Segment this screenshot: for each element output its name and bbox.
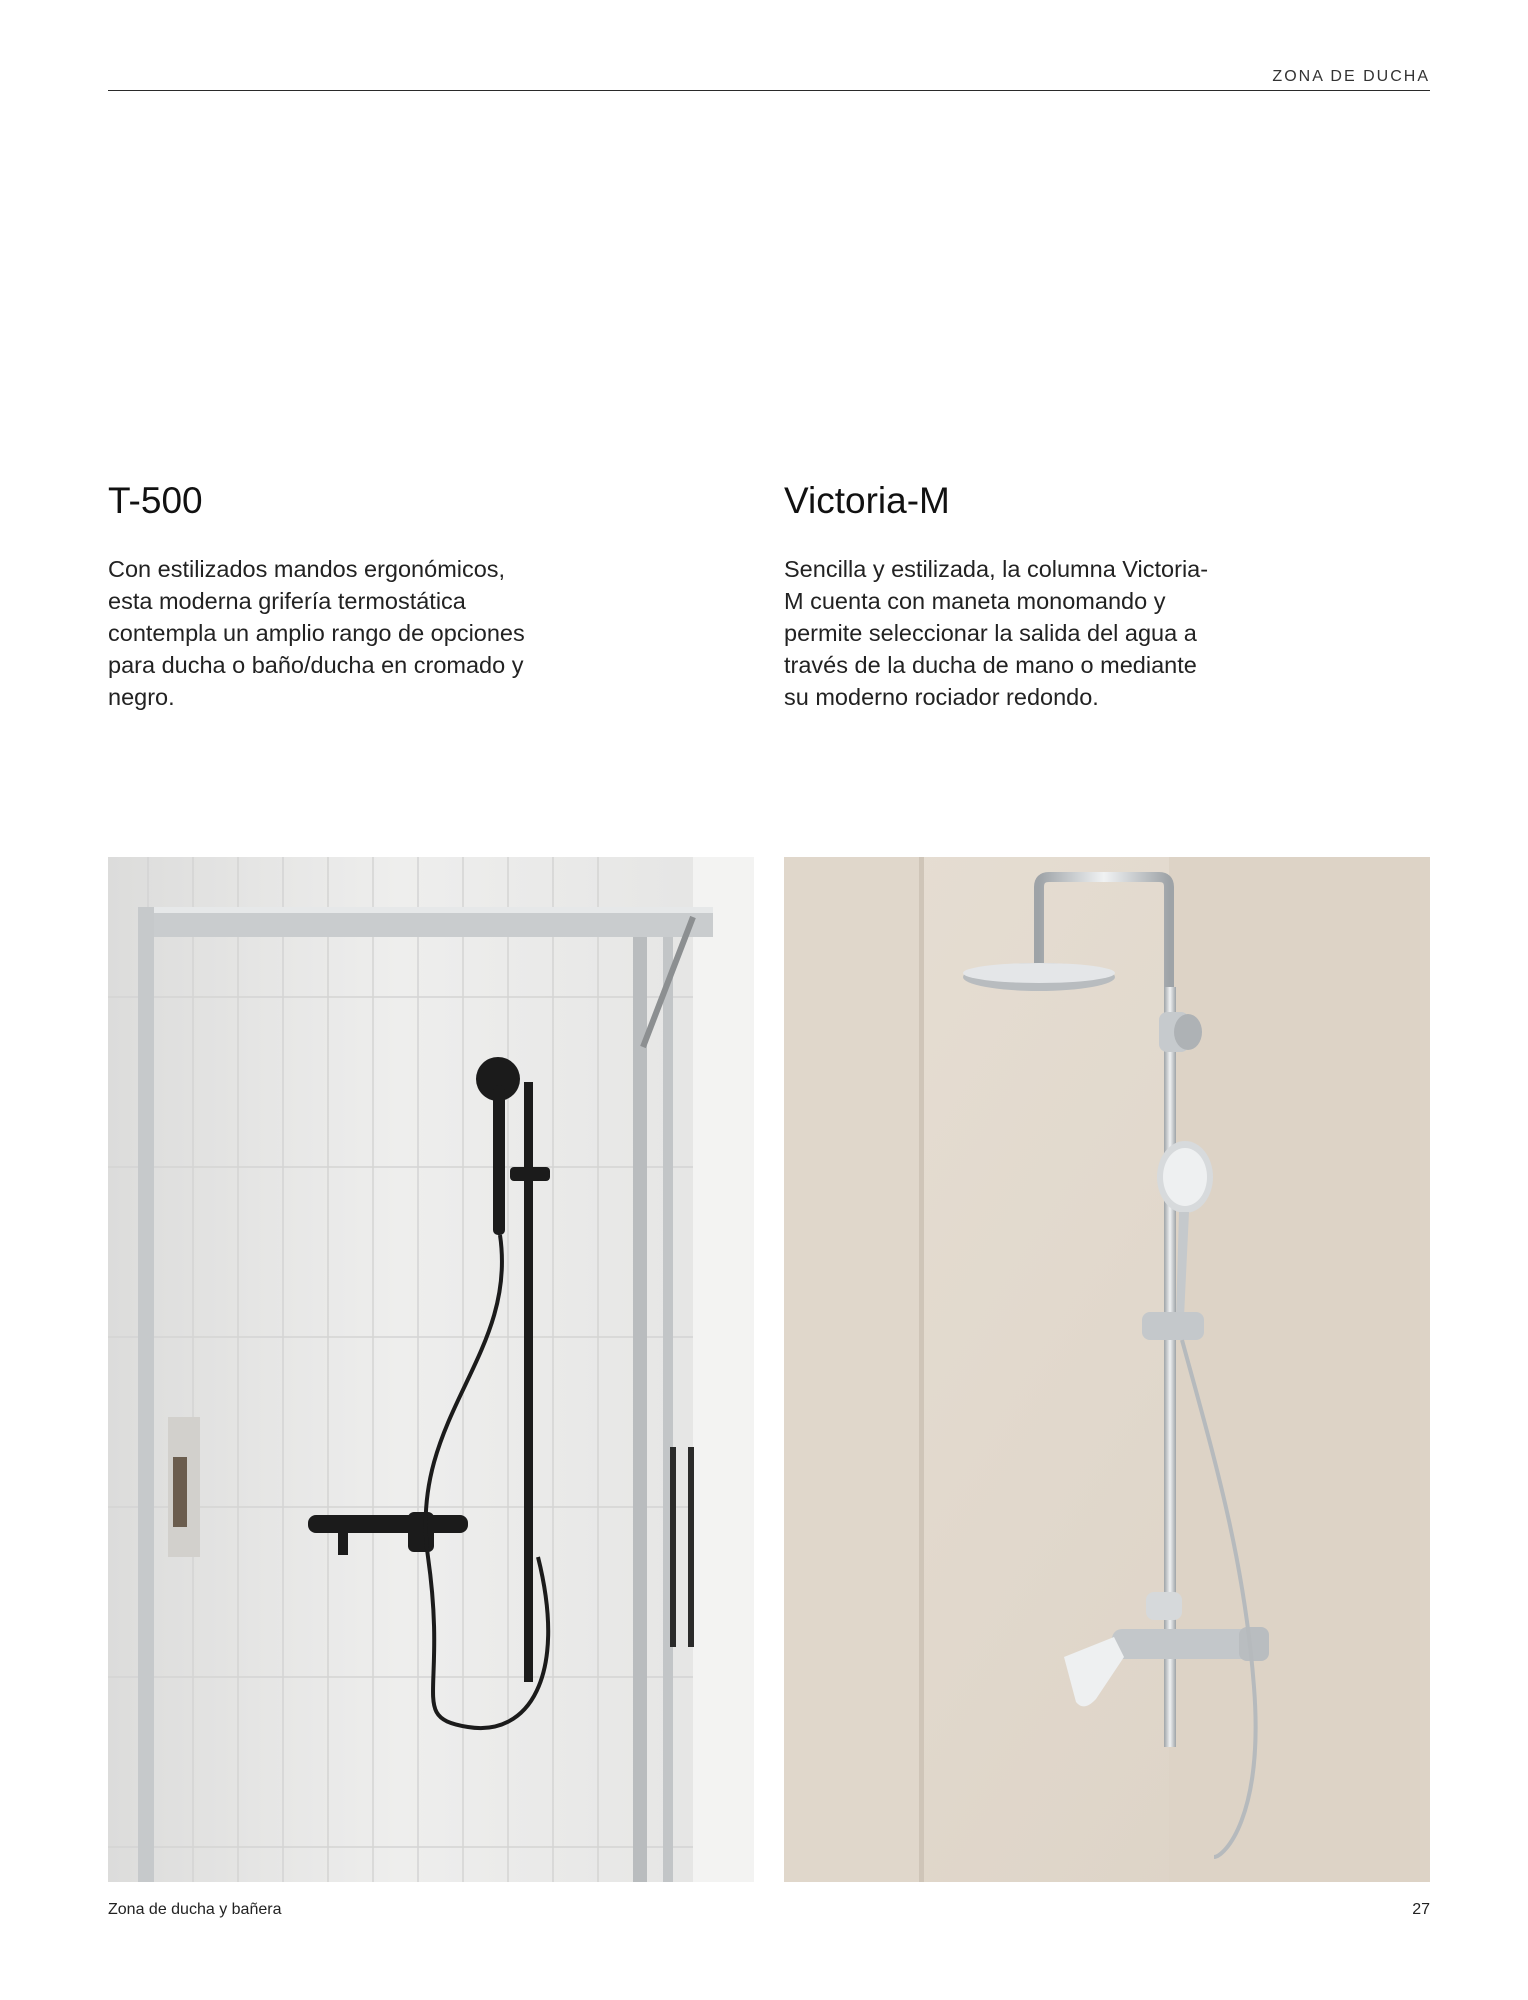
photo-t500-shower (108, 857, 754, 1882)
header-divider (108, 90, 1430, 91)
product-description-t500: Con estilizados mandos ergonómicos, esta moderna grifería termostática contempla un amplio rango de opciones para ducha o baño/ducha en cromado y negro. (108, 556, 525, 710)
photo-victoria-m-column (784, 857, 1430, 1882)
section-label: ZONA DE DUCHA (1272, 68, 1430, 85)
footer-section-title: Zona de ducha y bañera (108, 1901, 282, 1918)
product-title-victoria-m: Victoria-M (784, 480, 950, 521)
page-number: 27 (1412, 1901, 1430, 1918)
product-description-victoria-m: Sencilla y estilizada, la columna Victoria-M cuenta con maneta monomando y permite seleccionar la salida del agua a través de la ducha de mano o mediante su moderno rociador redondo. (784, 556, 1209, 710)
product-title-t500: T-500 (108, 480, 203, 521)
